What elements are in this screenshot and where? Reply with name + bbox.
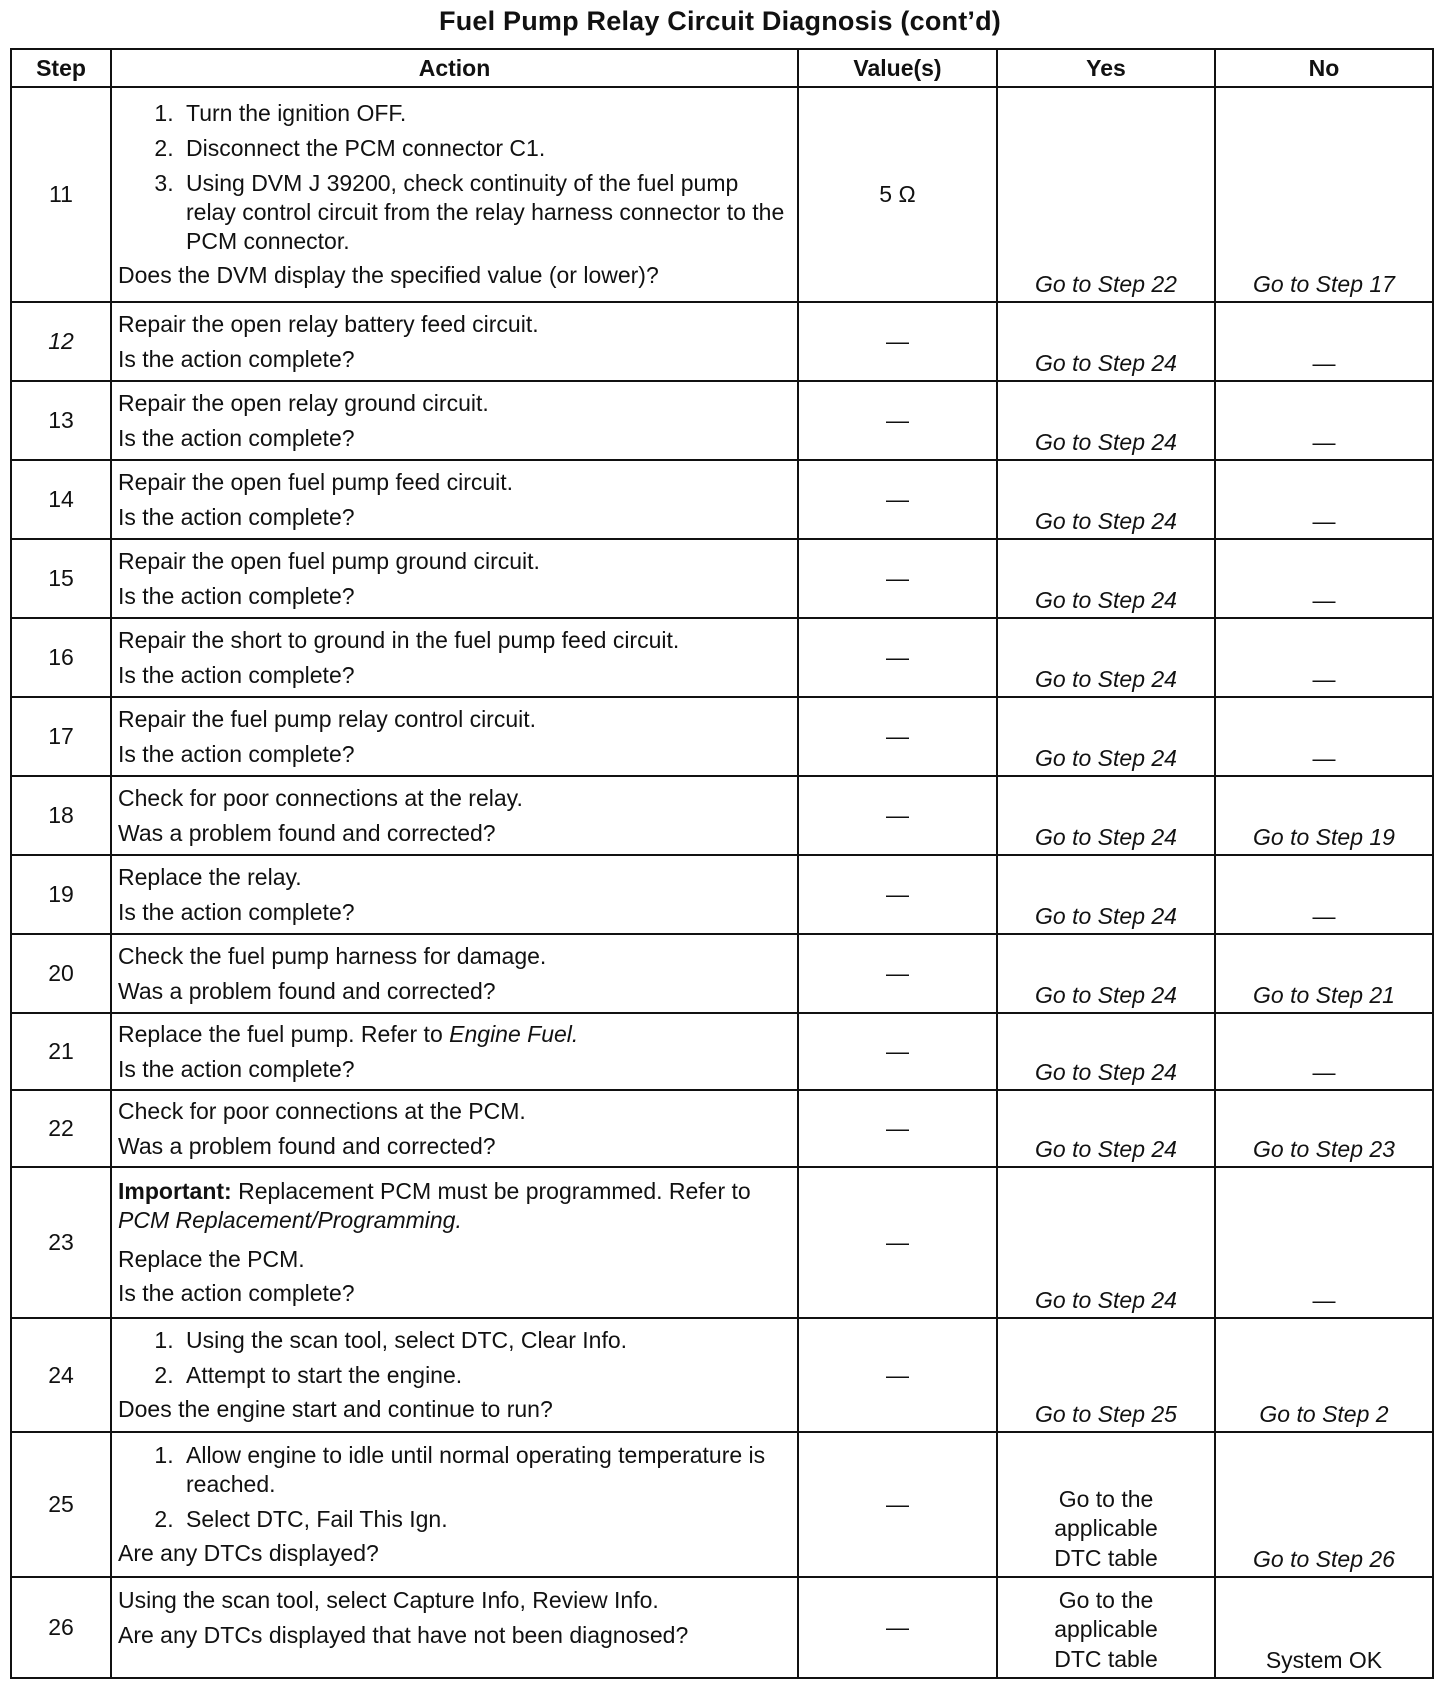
step-number: 16 (11, 618, 111, 697)
reference-link[interactable]: PCM Replacement/Programming. (118, 1206, 462, 1233)
yes-cell: Go to Step 24 (997, 1013, 1215, 1090)
yes-line: Go to the (1058, 1586, 1154, 1613)
table-row (11, 381, 1433, 460)
action-question: Was a problem found and corrected? (118, 1132, 496, 1159)
step-number: 11 (11, 87, 111, 302)
no-cell: — (1215, 855, 1433, 934)
value-cell: — (798, 776, 997, 855)
action-cell (111, 697, 798, 776)
value-cell: — (798, 381, 997, 460)
step-number: 22 (11, 1090, 111, 1167)
step-number: 12 (11, 302, 111, 381)
list-item: 1. Allow engine to idle until normal operating temperature is reached. (180, 1441, 793, 1499)
important-note (118, 1177, 793, 1235)
action-question: Is the action complete? (118, 503, 355, 530)
yes-cell: Go to Step 24 (997, 539, 1215, 618)
table-row (11, 1090, 1433, 1167)
action-text: Replace the PCM. (118, 1245, 305, 1272)
yes-line: DTC table (1054, 1544, 1158, 1571)
action-cell (111, 1432, 798, 1577)
no-cell: Go to Step 2 (1215, 1318, 1433, 1432)
value-cell: — (798, 1432, 997, 1577)
header-step: Step (11, 49, 111, 87)
no-cell: — (1215, 1167, 1433, 1318)
action-text: Repair the open relay battery feed circuit. (118, 310, 539, 337)
action-question: Is the action complete? (118, 740, 355, 767)
action-text: Repair the open fuel pump ground circuit. (118, 547, 540, 574)
no-cell: — (1215, 460, 1433, 539)
action-cell (111, 302, 798, 381)
yes-cell: Go to Step 24 (997, 697, 1215, 776)
value-cell: — (798, 1167, 997, 1318)
no-cell: — (1215, 381, 1433, 460)
action-question: Is the action complete? (118, 1055, 355, 1082)
action-cell (111, 87, 798, 302)
yes-cell: Go to Step 24 (997, 776, 1215, 855)
header-values: Value(s) (798, 49, 997, 87)
value-cell: — (798, 934, 997, 1013)
no-cell: Go to Step 23 (1215, 1090, 1433, 1167)
action-cell (111, 539, 798, 618)
yes-cell: Go to Step 24 (997, 618, 1215, 697)
diagnosis-table (10, 48, 1434, 1679)
step-number: 13 (11, 381, 111, 460)
important-text: Replacement PCM must be programmed. Refer to (231, 1177, 751, 1204)
no-cell: Go to Step 19 (1215, 776, 1433, 855)
step-number: 24 (11, 1318, 111, 1432)
action-question: Does the DVM display the specified value (or lower)? (118, 261, 659, 288)
action-steps (118, 99, 793, 256)
step-number: 23 (11, 1167, 111, 1318)
action-question: Was a problem found and corrected? (118, 977, 496, 1004)
yes-cell: Go to Step 25 (997, 1318, 1215, 1432)
action-text: Repair the open relay ground circuit. (118, 389, 489, 416)
yes-cell: Go to Step 24 (997, 302, 1215, 381)
yes-cell (997, 1577, 1215, 1678)
action-cell (111, 934, 798, 1013)
yes-cell: Go to Step 24 (997, 381, 1215, 460)
action-question: Is the action complete? (118, 661, 355, 688)
step-number: 19 (11, 855, 111, 934)
action-cell (111, 460, 798, 539)
action-question: Does the engine start and continue to run? (118, 1395, 553, 1422)
reference-link[interactable]: Engine Fuel. (449, 1020, 579, 1047)
page-title: Fuel Pump Relay Circuit Diagnosis (cont’d) (439, 6, 1001, 36)
action-question: Is the action complete? (118, 582, 355, 609)
important-label: Important: (118, 1177, 232, 1204)
yes-cell (997, 1432, 1215, 1577)
action-text: Using the scan tool, select Capture Info, Review Info. (118, 1587, 659, 1613)
action-question: Is the action complete? (118, 424, 355, 451)
table-row (11, 460, 1433, 539)
action-text: Check for poor connections at the relay. (118, 784, 523, 811)
action-cell (111, 855, 798, 934)
action-cell (111, 776, 798, 855)
table-row (11, 934, 1433, 1013)
action-text (118, 1020, 793, 1049)
yes-cell: Go to Step 22 (997, 87, 1215, 302)
no-cell: — (1215, 1013, 1433, 1090)
action-cell (111, 1090, 798, 1167)
action-text: Check for poor connections at the PCM. (118, 1097, 526, 1124)
action-steps (118, 1441, 793, 1534)
action-question: Is the action complete? (118, 345, 355, 372)
action-cell (111, 618, 798, 697)
action-text: Repair the open fuel pump feed circuit. (118, 468, 514, 495)
action-text: Check the fuel pump harness for damage. (118, 942, 547, 969)
yes-line: applicable (1054, 1515, 1158, 1542)
yes-cell: Go to Step 24 (997, 855, 1215, 934)
action-question: Are any DTCs displayed that have not been diagnosed? (118, 1621, 689, 1648)
list-item: 2. Disconnect the PCM connector C1. (180, 134, 793, 163)
list-item: 3. Using DVM J 39200, check continuity of the fuel pump relay control circuit from the relay harness connector to the PCM connector. (180, 169, 793, 256)
table-row (11, 855, 1433, 934)
no-cell: — (1215, 539, 1433, 618)
value-cell: 5 Ω (798, 87, 997, 302)
header-row (11, 49, 1433, 87)
no-cell: Go to Step 26 (1215, 1432, 1433, 1577)
action-cell (111, 1318, 798, 1432)
list-item: 1. Turn the ignition OFF. (180, 99, 793, 128)
list-item: 2. Attempt to start the engine. (180, 1361, 793, 1390)
no-cell: Go to Step 17 (1215, 87, 1433, 302)
value-cell: — (798, 460, 997, 539)
header-action: Action (111, 49, 798, 87)
header-no: No (1215, 49, 1433, 87)
table-row (11, 302, 1433, 381)
step-number: 21 (11, 1013, 111, 1090)
yes-cell: Go to Step 24 (997, 934, 1215, 1013)
no-cell: — (1215, 697, 1433, 776)
action-text: Replace the relay. (118, 863, 302, 890)
yes-cell: Go to Step 24 (997, 460, 1215, 539)
action-cell (111, 1013, 798, 1090)
no-cell: — (1215, 618, 1433, 697)
table-row (11, 776, 1433, 855)
action-question: Is the action complete? (118, 1280, 355, 1307)
value-cell: — (798, 539, 997, 618)
value-cell: — (798, 1577, 997, 1678)
value-cell: — (798, 302, 997, 381)
value-cell: — (798, 618, 997, 697)
table-row (11, 87, 1433, 302)
list-item: 1. Using the scan tool, select DTC, Clear Info. (180, 1326, 793, 1355)
step-number: 20 (11, 934, 111, 1013)
table-row (11, 1167, 1433, 1318)
no-cell: — (1215, 302, 1433, 381)
value-cell: — (798, 1013, 997, 1090)
value-cell: — (798, 855, 997, 934)
step-number: 14 (11, 460, 111, 539)
action-text: Repair the short to ground in the fuel pump feed circuit. (118, 626, 680, 653)
no-cell: System OK (1215, 1577, 1433, 1678)
table-row (11, 697, 1433, 776)
action-cell (111, 1167, 798, 1318)
step-number: 26 (11, 1577, 111, 1678)
action-prefix: Replace the fuel pump. Refer to (118, 1020, 450, 1047)
value-cell: — (798, 697, 997, 776)
yes-line: DTC table (1054, 1645, 1158, 1672)
table-row (11, 618, 1433, 697)
table-row (11, 1318, 1433, 1432)
action-text: Repair the fuel pump relay control circuit. (118, 705, 537, 732)
yes-cell: Go to Step 24 (997, 1090, 1215, 1167)
step-number: 15 (11, 539, 111, 618)
step-number: 25 (11, 1432, 111, 1577)
action-question: Is the action complete? (118, 898, 355, 925)
table-row (11, 1577, 1433, 1678)
action-steps (118, 1326, 793, 1390)
table-row (11, 1432, 1433, 1577)
step-number: 17 (11, 697, 111, 776)
list-item: 2. Select DTC, Fail This Ign. (180, 1505, 793, 1534)
yes-line: applicable (1054, 1616, 1158, 1643)
action-question: Was a problem found and corrected? (118, 819, 496, 846)
action-question: Are any DTCs displayed? (118, 1539, 379, 1566)
no-cell: Go to Step 21 (1215, 934, 1433, 1013)
action-cell (111, 381, 798, 460)
action-cell (111, 1577, 798, 1678)
header-yes: Yes (997, 49, 1215, 87)
yes-cell: Go to Step 24 (997, 1167, 1215, 1318)
yes-line: Go to the (1058, 1485, 1154, 1512)
value-cell: — (798, 1318, 997, 1432)
step-number: 18 (11, 776, 111, 855)
value-cell: — (798, 1090, 997, 1167)
table-row (11, 1013, 1433, 1090)
table-row (11, 539, 1433, 618)
